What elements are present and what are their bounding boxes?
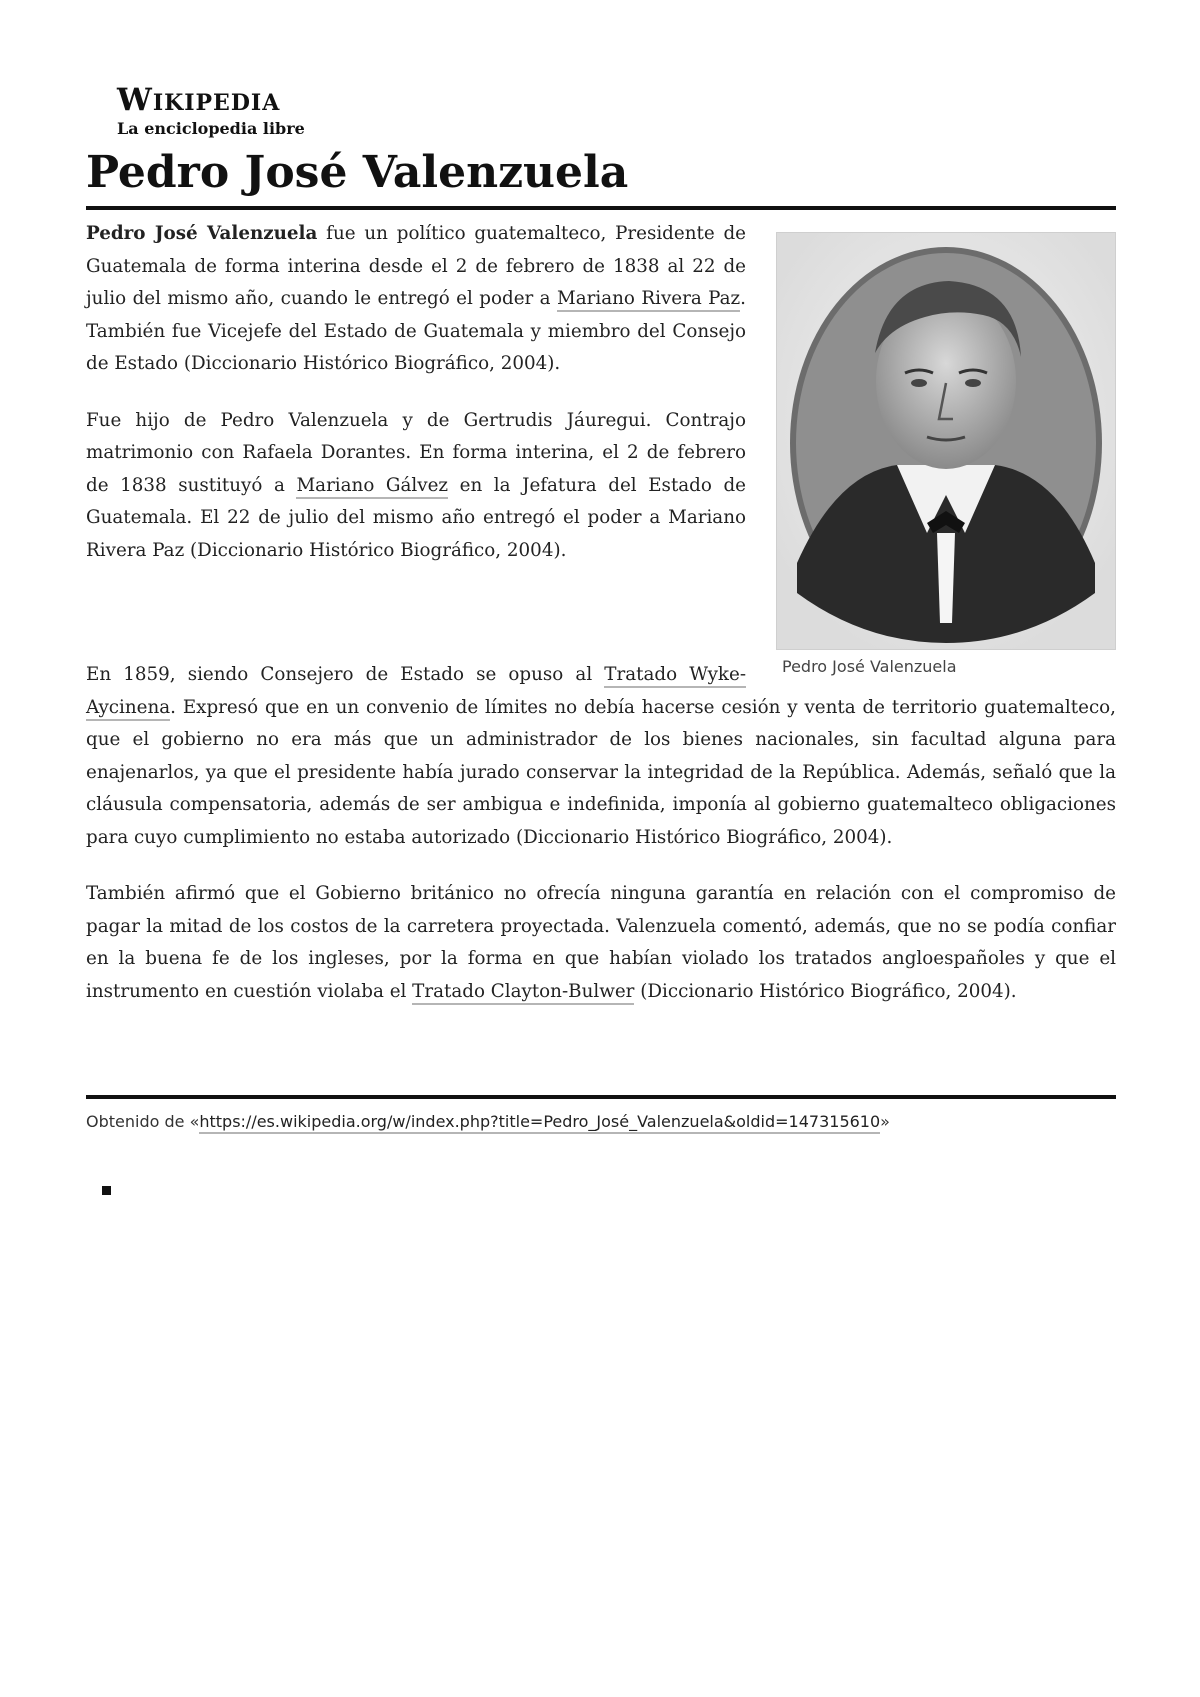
paragraph-text: . También fue Vicejefe del Estado de Guatemala y miembro del Consejo de Estado (Diccionario Histórico Biográfico, 2004). [86,288,746,374]
link-mariano-rivera-paz[interactable]: Mariano Rivera Paz [557,288,740,312]
portrait-image[interactable] [776,232,1116,650]
wikipedia-logo[interactable] [117,83,305,139]
link-tratado-wyke-aycinena[interactable]: Tratado Wyke-Aycinena [86,664,746,721]
infobox-figure [776,232,1116,678]
paragraph-text: En 1859, siendo Consejero de Estado se opuso al [86,664,605,685]
paragraph-text: en la Jefatura del Estado de Guatemala. El 22 de julio del mismo año entregó el poder a Mariano Rivera Paz (Diccionario Histórico Biográfico, 2004). [86,474,746,561]
source-prefix: Obtenido de « [86,1112,200,1131]
paragraph-text: (Diccionario Histórico Biográfico, 2004). [634,980,1017,1002]
source-line [86,1110,890,1134]
article-subject-name: Pedro José Valenzuela [86,223,318,244]
source-suffix: » [880,1112,890,1131]
paragraph-text: fue un político guatemalteco, Presidente de Guatemala de forma interina desde el 2 de febrero de 1838 al 22 de julio del mismo año, cuando le entregó el poder a [86,223,746,309]
paragraph-text: . Expresó que en un convenio de límites no debía hacerse cesión y venta de territorio guatemalteco, que el gobierno no era más que un administrador de los bienes nacionales, sin facultad alguna para enajenarlos, ya que el presidente había jurado conservar la integridad de la República. Además, señaló que la cláusula compensatoria, además de ser ambigua e indefinida, imponía al gobierno guatemalteco obligaciones para cuyo cumplimiento no estaba autorizado (Diccionario Histórico Biográfico, 2004). [86,696,1116,848]
paragraph-text: Fue hijo de Pedro Valenzuela y de Gertrudis Jáuregui. Contrajo matrimonio con Rafaela Dorantes. En forma interina, el 2 de febrero de 1838 sustituyó a [86,409,746,496]
source-url-link[interactable]: https://es.wikipedia.org/w/index.php?title=Pedro_José_Valenzuela&oldid=147315610 [199,1112,880,1134]
paragraph-treaty [86,659,1116,854]
paragraph-british [86,878,1116,1008]
paragraph-text: También afirmó que el Gobierno británico no ofrecía ninguna garantía en relación con el compromiso de pagar la mitad de los costos de la carretera proyectada. Valenzuela comentó, además, que no se podía confiar en la buena fe de los ingleses, por la forma en que habían violado los tratados angloespañoles y que el instrumento en cuestión violaba el [86,883,1116,1002]
figure-caption: Pedro José Valenzuela [782,657,957,676]
article-body [86,218,1116,1032]
footer-divider [86,1095,1116,1099]
page-title: Pedro José Valenzuela [86,147,629,198]
link-mariano-galvez[interactable]: Mariano Gálvez [296,475,448,499]
link-tratado-clayton-bulwer[interactable]: Tratado Clayton-Bulwer [412,981,634,1005]
logo-tagline: La enciclopedia libre [117,119,305,138]
logo-wordmark: Wikipedia [117,82,281,118]
list-bullet [102,1186,111,1195]
title-divider [86,206,1116,210]
